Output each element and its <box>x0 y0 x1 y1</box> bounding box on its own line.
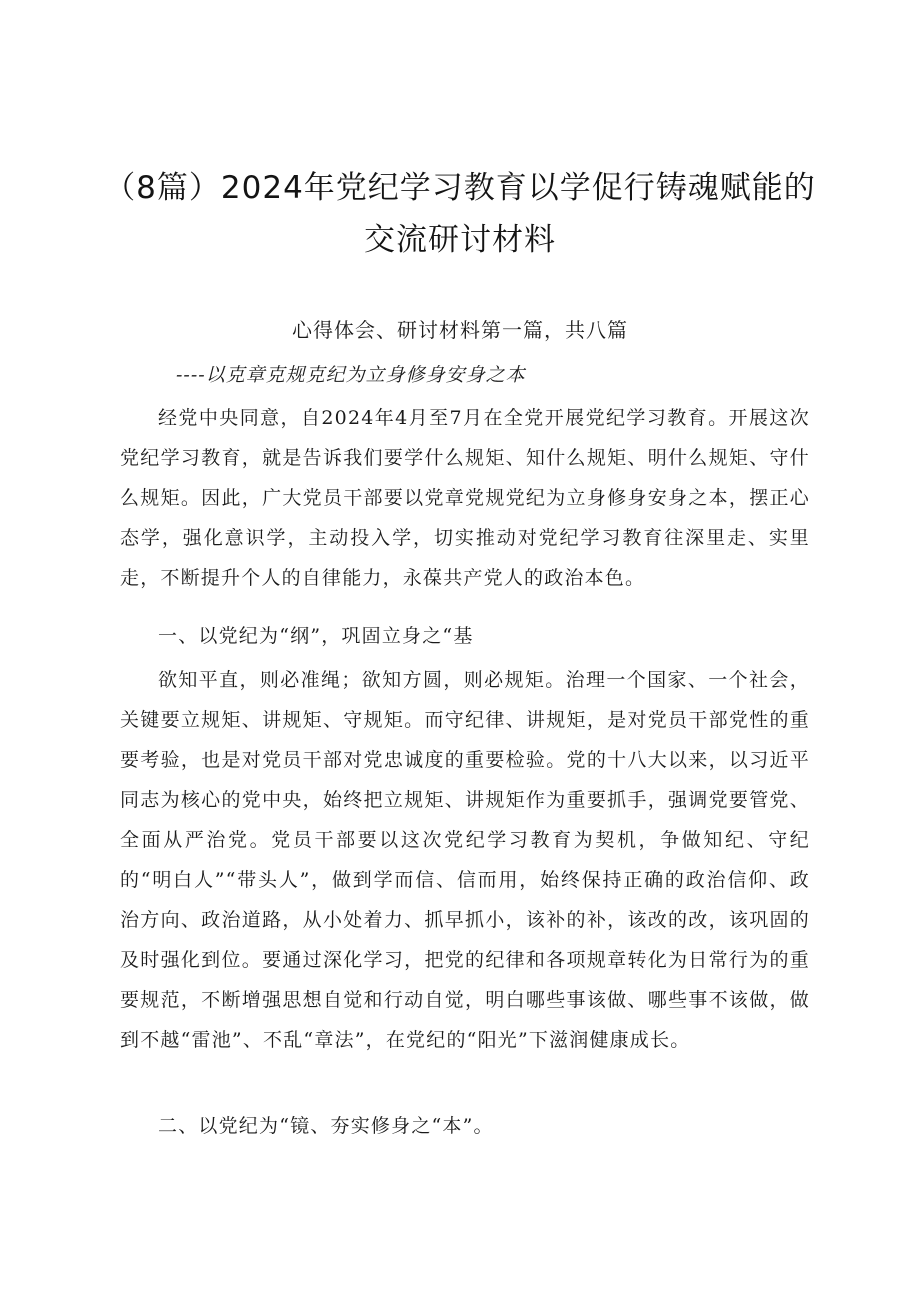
section-heading-2: 二、以党纪为“镜、夯实修身之“本”。 <box>158 1115 494 1137</box>
paragraph-intro: 经党中央同意，自2024年4月至7月在全党开展党纪学习教育。开展这次党纪学习教育，就是告诉我们要学什么规矩、知什么规矩、明什么规矩、守什么规矩。因此，广大党员干部要以党章党规党纪为立身修身安身之本，摆正心态学，强化意识学，主动投入学，切实推动对党纪学习教育往深里走、实里走，不断提升个人的自律能力，永葆共产党人的政治本色。 <box>120 407 810 589</box>
document-subtitle: 心得体会、研讨材料第一篇，共八篇 <box>292 318 628 342</box>
section-heading-1: 一、以党纪为“纲”，巩固立身之“基 <box>158 625 474 647</box>
paragraph-section-1: 欲知平直，则必准绳；欲知方圆，则必规矩。治理一个国家、一个社会，关键要立规矩、讲规矩、守规矩。而守纪律、讲规矩，是对党员干部党性的重要考验，也是对党员干部对党忠诚度的重要检验。党的十八大以来，以习近平同志为核心的党中央，始终把立规矩、讲规矩作为重要抓手，强调党要管党、全面从严治党。党员干部要以这次党纪学习教育为契机，争做知纪、守纪的“明白人”“带头人”，做到学而信、信而用，始终保持正确的政治信仰、政治方向、政治道路，从小处着力、抓早抓小，该补的补，该改的改，该巩固的及时强化到位。要通过深化学习，把党的纪律和各项规章转化为日常行为的重要规范，不断增强思想自觉和行动自觉，明白哪些事该做、哪些事不该做，做到不越“雷池”、不乱“章法”，在党纪的“阳光”下滋润健康成长。 <box>120 669 810 1051</box>
document-tagline: ----以克章克规克纪为立身修身安身之本 <box>176 364 526 386</box>
document-title: （8篇）2024年党纪学习教育以学促行铸魂赋能的交流研讨材料 <box>104 170 816 258</box>
